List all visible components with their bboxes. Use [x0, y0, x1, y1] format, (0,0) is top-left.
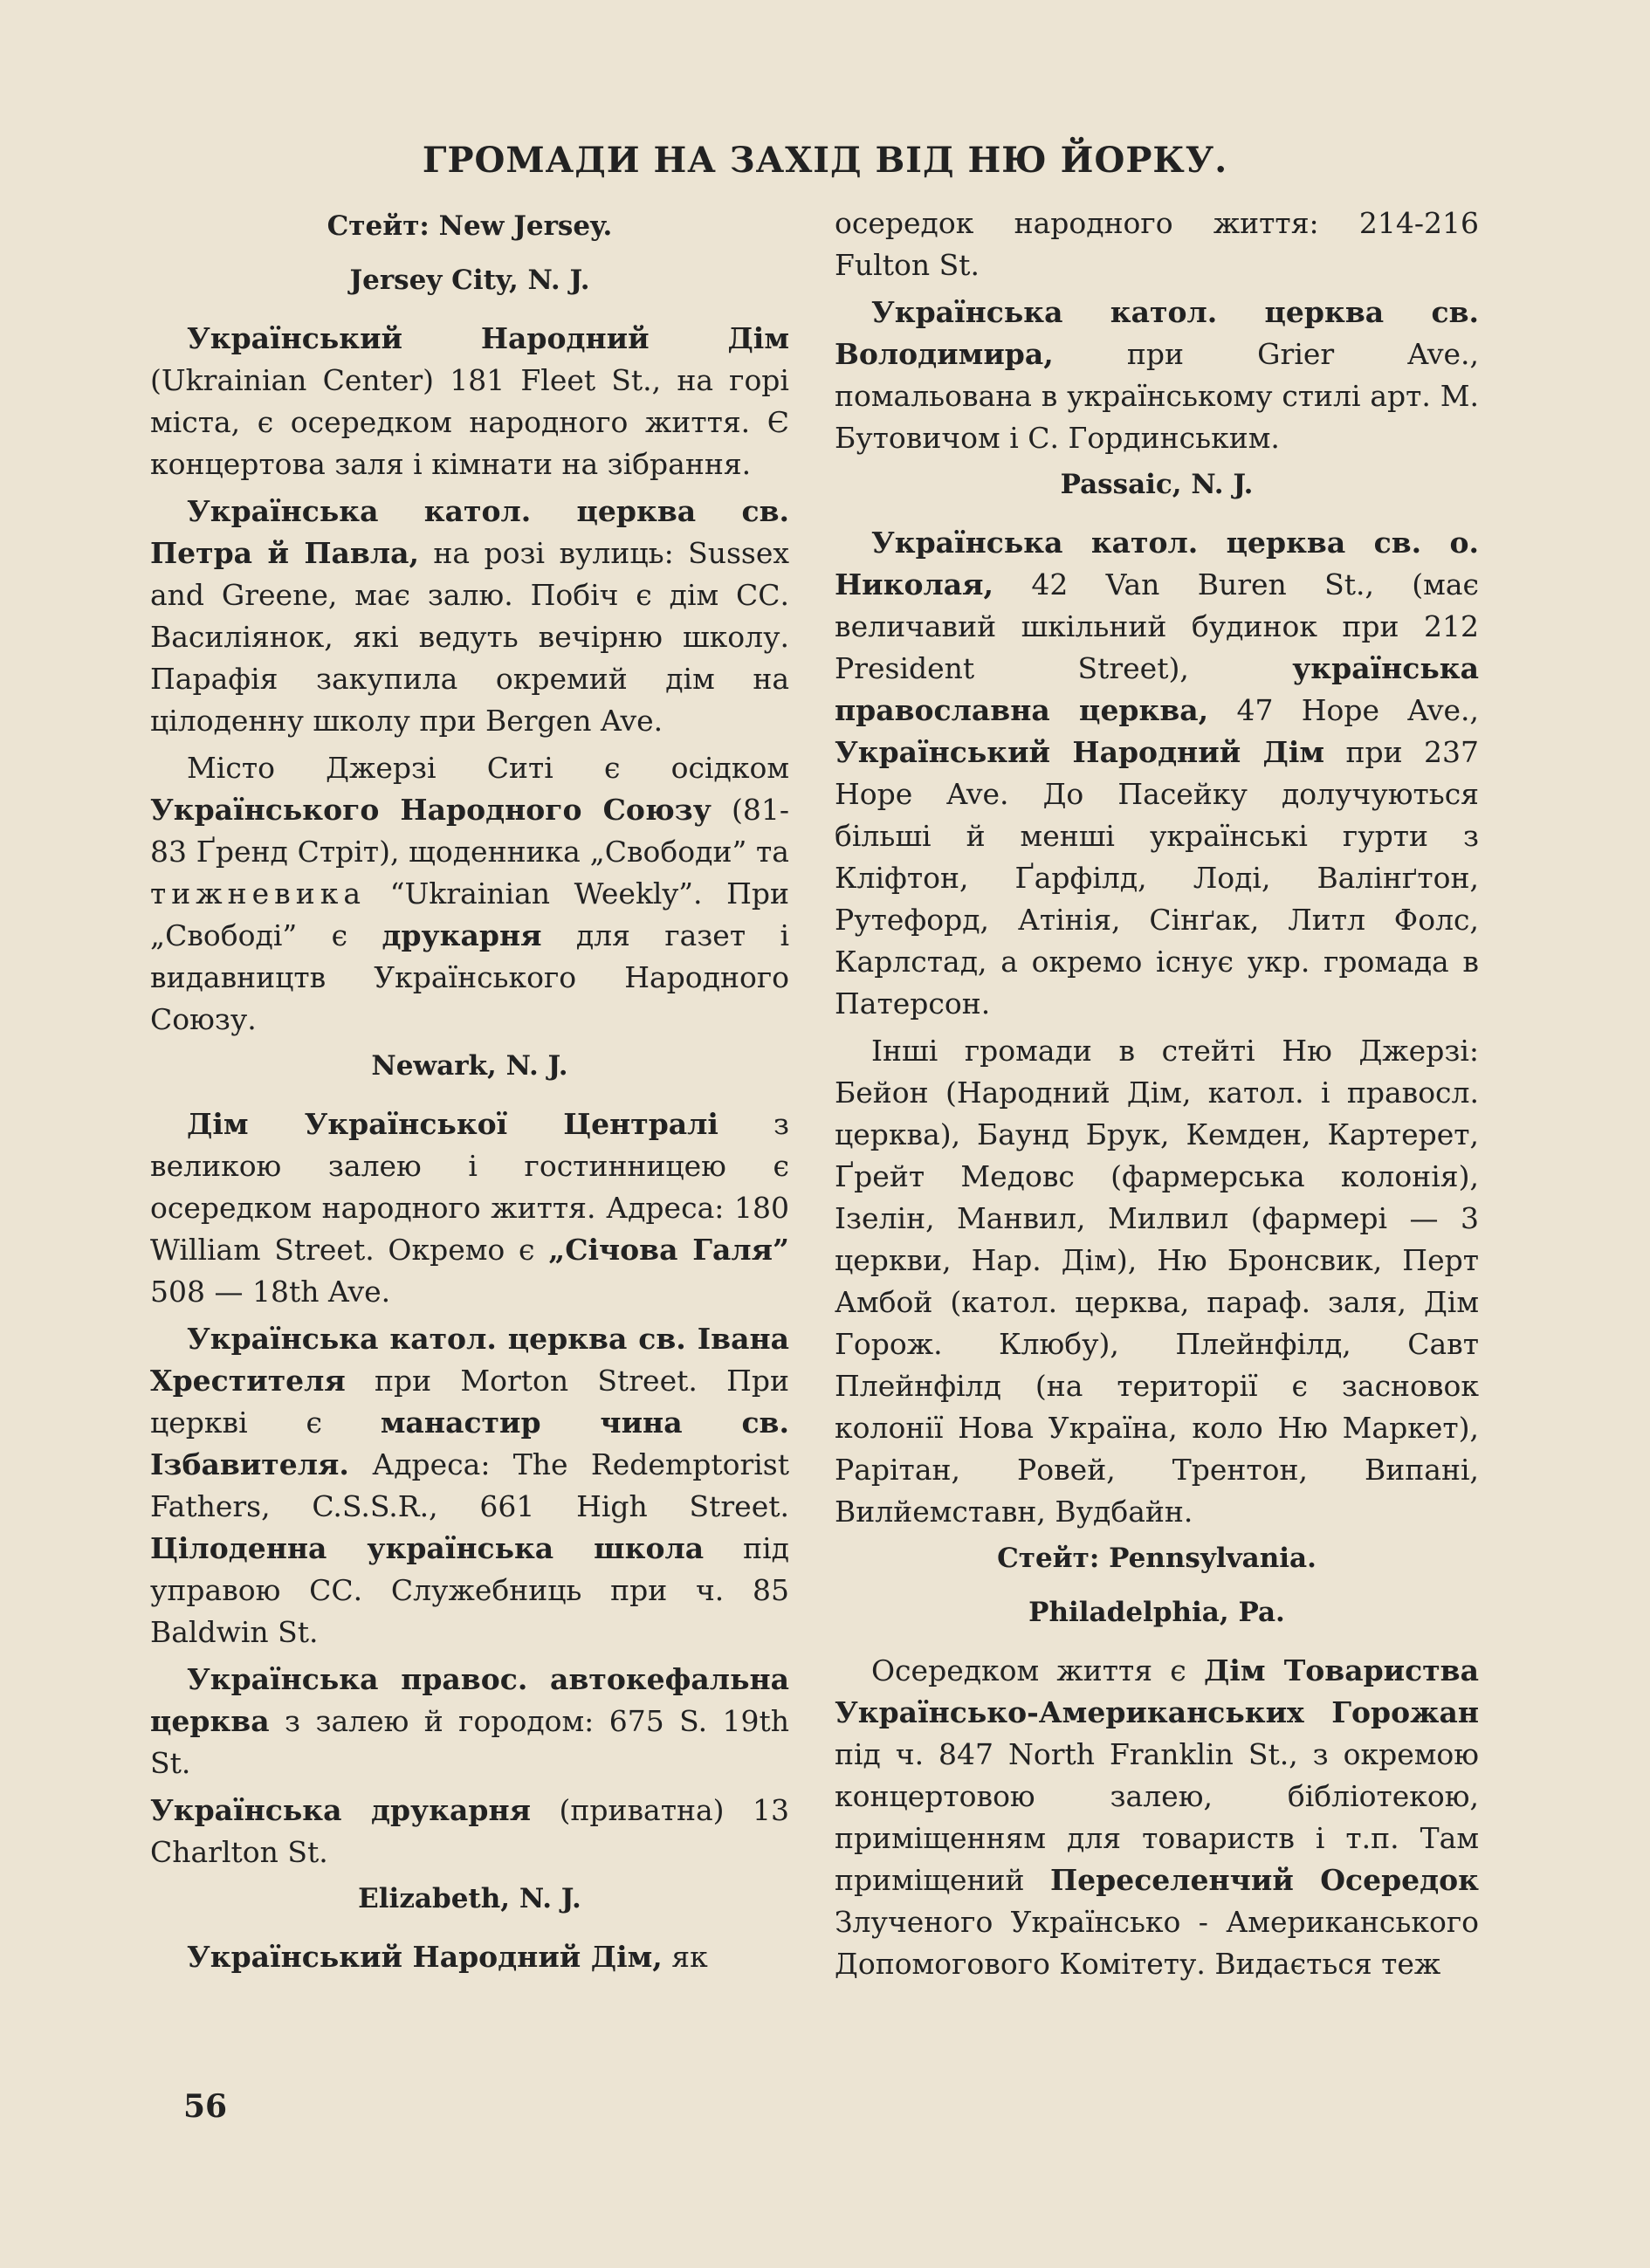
place-heading-passaic: Passaic, N. J.: [1060, 469, 1254, 500]
paragraph: Український Народний Дім (Ukrainian Center) 181 Fleet St., на горі міста, є осередком народного життя. Є концертова заля і кімнати на зібрання.: [150, 321, 789, 481]
place-heading-elizabeth: Elizabeth, N. J.: [358, 1883, 581, 1914]
paragraph: Українська катол. церква св. Петра й Павла, на розі вулиць: Sussex and Greene, має залю. Побіч є дім СС. Василіянок, які ведуть вечірню школу. Парафія закупила окремий дім на цілоденну школу при Bergen Ave.: [150, 494, 789, 738]
section-heading-pennsylvania: Стейт: Pennsylvania.: [997, 1543, 1317, 1574]
paragraph: Українська друкарня (приватна) 13 Charlton St.: [150, 1793, 790, 1869]
paragraph: Український Народний Дім, як: [187, 1940, 708, 1974]
paragraph: Українська правос. автокефальна церква з залею й городом: 675 S. 19th St.: [150, 1662, 789, 1780]
paragraph: Осередком життя є Дім Товариства Українсько-Американських Горожан під ч. 847 North Franklin St., з окремою концертовою залею, бібліотекою, приміщенням для товариств і т.п. Там приміщений Переселенчий Осередок Злученого Українсько - Американського Допомогового Комітету. Видається теж: [835, 1653, 1479, 1981]
paragraph: осередок народного життя: 214-216 Fulton St.: [835, 206, 1479, 282]
section-heading-new-jersey: Стейт: New Jersey.: [327, 210, 613, 242]
right-column: [835, 203, 1479, 1990]
paragraph: Місто Джерзі Ситі є осідком Українського Народного Союзу (81-83 Ґренд Стріт), щоденника „Свободи” та тижневика “Ukrainian Weekly”. При „Свободі” є друкарня для газет і видавництв Українського Народного Союзу.: [150, 751, 789, 1036]
left-column: [150, 203, 789, 1983]
place-heading-newark: Newark, N. J.: [371, 1050, 568, 1082]
page-number: 56: [183, 2088, 228, 2125]
paragraph: Українська катол. церква св. о. Николая, 42 Van Buren St., (має величавий шкільний будинок при 212 President Street), українська православна церква, 47 Hope Ave., Український Народний Дім при 237 Hope Ave. До Пасейку долучуються більші й менші українські гурти з Кліфтон, Ґарфілд, Лоді, Валінґтон, Рутефорд, Атінія, Сінґак, Литл Фолс, Карлстад, а окремо існує укр. громада в Патерсон.: [835, 526, 1479, 1021]
paragraph: Українська катол. церква св. Володимира, при Grier Ave., помальована в українському стилі арт. М. Бутовичом і С. Гординським.: [835, 295, 1479, 455]
place-heading-jersey-city: Jersey City, N. J.: [349, 265, 590, 296]
place-heading-philadelphia: Philadelphia, Pa.: [1028, 1597, 1285, 1628]
page-title: ГРОМАДИ НА ЗАХІД ВІД НЮ ЙОРКУ.: [422, 140, 1228, 181]
paragraph: Інші громади в стейті Ню Джерзі: Бейон (Народний Дім, катол. і правосл. церква), Баунд Брук, Кемден, Картерет, Ґрейт Медовс (фармерська колонія), Ізелін, Манвил, Милвил (фармері — 3 церкви, Нар. Дім), Ню Бронсвик, Перт Амбой (катол. церква, параф. заля, Дім Горож. Клюбу), Плейнфілд, Савт Плейнфілд (на території є засновок колонії Нова Україна, коло Ню Маркет), Рарітан, Ровей, Трентон, Випані, Вилйемставн, Вудбайн.: [835, 1034, 1479, 1529]
paragraph: Дім Української Централі з великою залею і гостинницею є осередком народного життя. Адреса: 180 William Street. Окремо є „Січова Галя” 508 — 18th Ave.: [150, 1107, 789, 1309]
paragraph: Українська катол. церква св. Івана Хрестителя при Morton Street. При церкві є манастир чина св. Ізбавителя. Адреса: The Redemptorist Fathers, C.S.S.R., 661 High Street. Цілоденна українська школа під управою СС. Служебниць при ч. 85 Baldwin St.: [150, 1322, 790, 1649]
